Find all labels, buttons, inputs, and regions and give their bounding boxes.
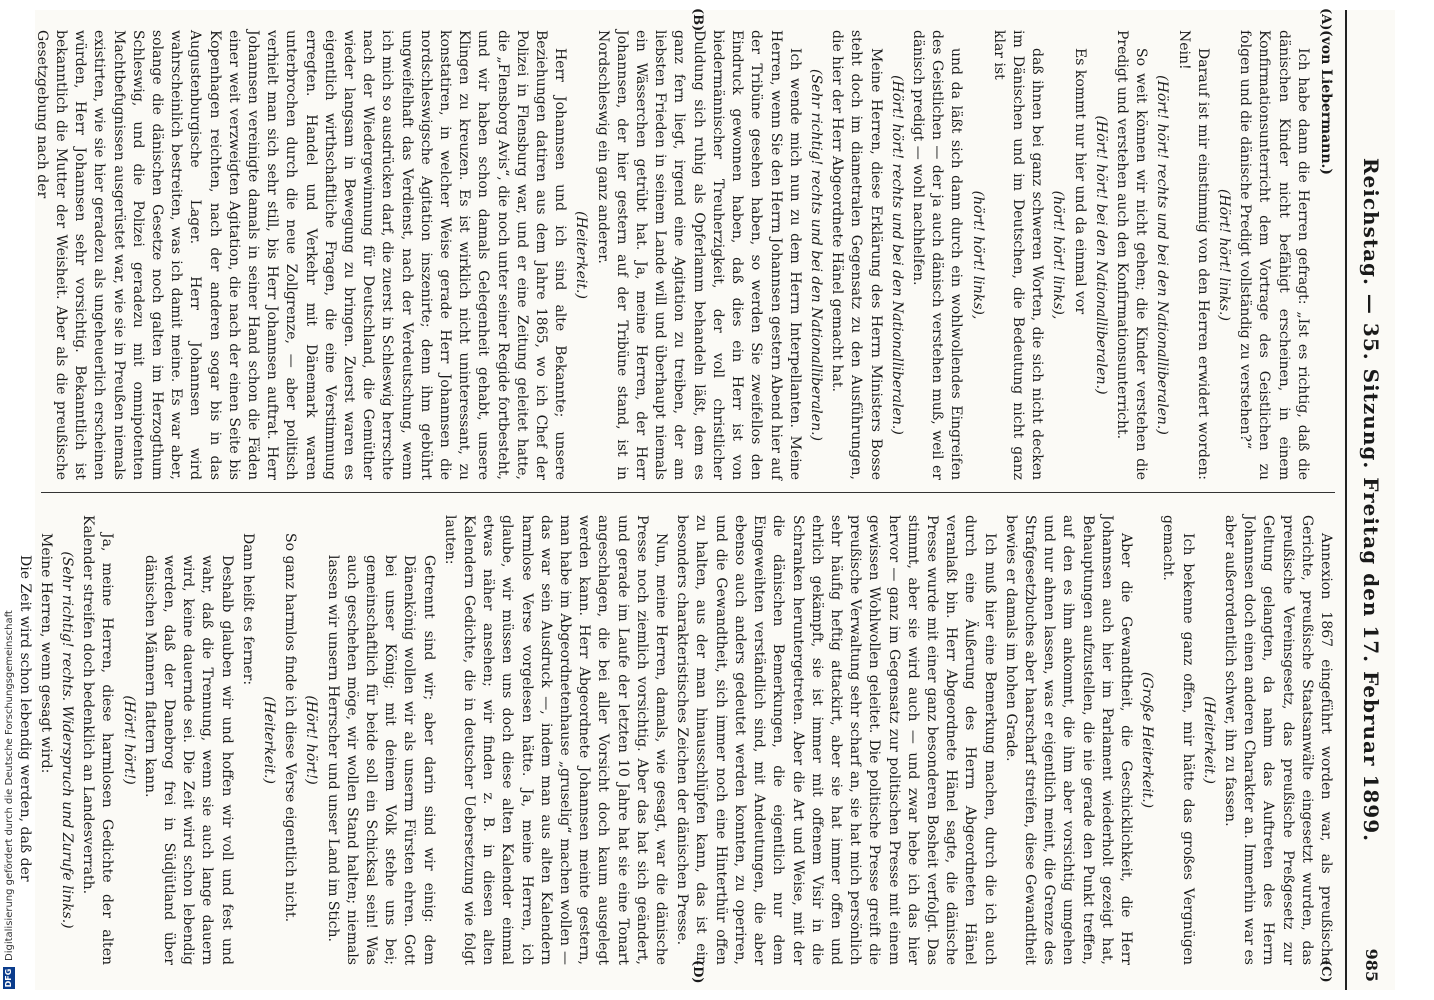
reaction: (Heiterkeit.) xyxy=(261,696,278,784)
paragraph: daß ihnen bei ganz schweren Worten, die sich nicht decken im Dänischen und im Deutschen, die Bedeutung nicht ganz klar ist xyxy=(990,30,1046,480)
left-column xyxy=(35,30,1335,480)
header-title: Reichstag. — 35. Sitzung. Freitag den 17. Februar 1899. xyxy=(1359,157,1383,843)
reaction: (Große Heiterkeit.) xyxy=(1139,671,1156,809)
paragraph: Aber die Gewandtheit, die Geschicklichkeit, die Herr Johannsen auch hier im Parlament wiederholt gezeigt hat, Behauptungen aufzustellen, die nie gerade den Punkt treffen, auf den es ihm ankommt, die ihm aber vorsichtig umgehen und nur ahnen lassen, was er eigentlich meint, die Grenze des Strafgesetzbuches aber haarscharf streifen, diese Gewandtheit bewies er damals im hohen Grade. xyxy=(1002,515,1134,965)
reaction: (hört! hört! links), xyxy=(1050,190,1067,320)
paragraph: Darauf ist mir einstimmig von den Herren erwidert worden: Nein! xyxy=(1175,30,1211,480)
paragraph: Herr Johannsen und ich sind alte Bekannte; unsere Beziehungen datiren aus dem Jahre 1865, wo ich Chef der Polizei in Flensburg war, und er eine Zeitung geleitet hatte, die „Flensborg Avis“, die noch unter seiner Regide fortbesteht, und wir haben schon damals Gelegenheit gehabt, unsere Klingen zu kreuzen. Es ist wirklich nicht uninteressant, zu konstatiren, in welcher Weise gerade Herr Johannsen die nordschleswigsche Agitation inszenirte; denn ihm gebührt ungweifelhaft das Verdienst, nach der Verdeutschung, wenn ich mich so ausdrücken darf, die zuerst in Schleswig herrschte nach der Wiedergewinnung für Deutschland, die Gemüther wieder langsam in Bewegung zu bringen. Zuerst waren es eigentlich wirthschaftliche Fragen, die eine Verstimmung erregten. Handel und Verkehr mit Dänemark waren unterbrochen durch die neue Zollgrenze, — aber politisch verhielt man sich sehr still, bis Herr Johannsen auftrat. Herr Johannsen vereinigte damals in seiner Hand schon die Fäden einer weit verzweigten Agitation, die nach der einen Seite bis Kopenhagen reichten, nach der anderen sogar bis in das Augustenburgische Lager. Herr Johannsen wird wahrscheinlich bestreiten, was ich damit meine. Es war aber, solange die dänischen Gesetze noch galten im Herzogthum Schleswig, und die Polizei geradezu mit omnipotenten Machtbefugnissen ausgerüstet war, wie sie in Preußen niemals existirten, wie sie hier geradezu als ungeheuerlich erscheinen würden, Herr Johannsen sehr vorsichtig. Bekanntlich ist bekanntlich die Mutter der Weisheit. Aber als die preußische Gesetzgebung nach der xyxy=(33,30,569,480)
verse: Getrennt sind wir; aber darin sind wir einig: dem Dänenkönig wollen wir als unserm Fürsten ehren. Gott bei unser König; mit deinem Volk stehe uns bei; gemeinschaftlich für beide soll ein Schicksal sein! Was auch geschehen möge, wir wollen Stand halten; niemals lassen wir unsern Herrscher und unser Land im Stich. xyxy=(324,555,437,965)
speaker-name: (von Liebermann.) xyxy=(1318,30,1334,176)
paragraph: Annexion 1867 eingeführt worden war, als preußische Gerichte, preußische Staatsanwälte eingesetzt wurden, das preußische Vereinsgesetz, das preußische Preßgesetz zur Geltung gelangten, da nahm das Auftreten des Herrn Johannsen doch einen anderen Charakter an. Immerhin war es aber außerordentlich schwer, ihn zu fassen. xyxy=(1221,515,1334,965)
paragraph: Meine Herren, wenn gesagt wird: xyxy=(37,533,54,774)
footer-text-wrap xyxy=(2,9,16,989)
paragraph: Ich habe dann die Herren gefragt: „Ist es richtig, daß die dänischen Kinder nicht befähigt erscheinen, in einem Konfirmationsunterricht dem Vortrage des Geistlichen zu folgen und die dänische Predigt vollständig zu verstehen?“ xyxy=(1237,30,1311,480)
reaction: (Hört! hört! rechts und bei den Nationalliberalen.) xyxy=(888,75,905,435)
paragraph: So ganz harmlos finde ich diese Verse eigentlich nicht. xyxy=(282,533,299,923)
paragraph: Nun, meine Herren, damals, wie gesagt, war die dänische Presse noch ziemlich vorsichtig. Aber das hat sich geändert, und gerade im Laufe der letzten 10 Jahre hat sie eine Tonart angeschlagen, die bei aller Vorsicht doch kaum ausgelegt werden kann. Herr Abgeordnete Johannsen meinte gestern, man habe im Abgeordnetenhause „gruselig“ machen wollen — das war sein Ausdruck —, indem man aus alten Kalendern harmlose Verse vorgelesen hätte. Ja, meine Herren, ich glaube, wir müssen uns doch diese alten Kalender einmal etwas näher ansehen; wir finden z. B. in diesen alten Kalendern Gedichte, die in deutscher Uebersetzung wie folgt lauten: xyxy=(441,515,670,965)
margin-marker-d: (D) xyxy=(690,960,705,984)
footer-text: Digitalisierung gefördert durch die Deutsche Forschungsgemeinschaft xyxy=(3,610,15,961)
paragraph: Es kommt nur hier und da einmal vor xyxy=(1071,48,1088,315)
reaction: (Hört! hört!) xyxy=(303,695,320,785)
footer-credit xyxy=(2,4,16,994)
paragraph: Ich bekenne ganz offen, mir hätte das großes Vergnügen gemacht. xyxy=(1160,515,1196,965)
paragraph: Ja, meine Herren, diese harmlosen Gedichte der alten Kalender streifen doch bedenklich an Landesverrath. xyxy=(80,515,116,965)
paragraph: Dann heißt es ferner: xyxy=(239,533,256,686)
dfg-logo: DFG xyxy=(4,968,13,988)
verse: Die Zeit wird schon lebendig werden, daß der xyxy=(16,555,33,882)
verse: Deshalb glauben wir und hoffen wir voll und fest und wahr, daß die Trennung, wenn sie auch lange dauern wird, keine dauernde sei. Die Zeit wird schon lebendig werden, daß der Danebrog frei in Südjütland über dänischen Männern flattern kann. xyxy=(141,555,235,965)
margin-marker-a: (A) xyxy=(1318,8,1333,31)
margin-marker-c: (C) xyxy=(1318,960,1333,983)
newspaper-page xyxy=(16,8,1395,990)
reaction: (Heiterkeit.) xyxy=(1200,696,1217,784)
paragraph: Meine Herren, diese Erklärung des Herrn Ministers Bosse steht doch im diametralen Gegensatz zu den Ausführungen, die hier der Herr Abgeordnete Hänel gemacht hat. xyxy=(829,30,884,480)
paragraph: und da läßt sich dann durch ein wohlwollendes Eingreifen des Geistlichen — der ja auch dänisch verstehen muß, weil er dänisch predigt — wohl nachhelfen. xyxy=(909,30,965,480)
reaction: (Hört! hört! links.) xyxy=(1215,189,1232,321)
reaction: (Sehr richtig! rechts. Widerspruch und Zurufe links.) xyxy=(59,551,75,929)
reaction: (Hört! hört! bei den Nationalliberalen.) xyxy=(1092,115,1109,395)
page-number: 985 xyxy=(1362,948,1381,982)
reaction: (hört! hört! links), xyxy=(969,190,986,320)
reaction: (Sehr richtig! rechts und bei den Nationalliberalen.) xyxy=(807,69,824,441)
column-divider xyxy=(41,492,1335,493)
right-column xyxy=(16,515,1335,965)
page-header xyxy=(1345,10,1395,990)
margin-marker-b: (B) xyxy=(690,8,705,32)
reaction: (Hört! hört!) xyxy=(120,695,137,785)
paragraph: Ich muß hier eine Bemerkung machen, durch die ich auch durch eine Äußerung des Herrn Abgeordneten Hänel veranlaßt bin. Herr Abgeordnete Hänel sagte, die dänische Presse wurde mit einer ganz besonderen Bosheit verfolgt. Das stimmt, aber sie wird auch — und zwar hebe ich das hier hervor — ganz im Gegensatz zur politischen Presse mit einem gewissen Wohlwollen geleitet. Die politische Presse greift die preußische Verwaltung sehr scharf an, sie hat mich persönlich sehr häufig heftig attackirt, aber sie hat immer offen und ehrlich gekämpft, sie ist immer mit offenem Visir in die Schranken heruntergetreten. Aber die Art und Weise, mit der die dänischen Bemerkungen, die eigentlich nur dem Eingeweihten verständlich sind, mit Andeutungen, die aber ebenso auch anders gedeutet werden konnten, zu operiren, und die Gewandtheit, sich immer noch eine Hinterthür offen zu halten, aus der man hinausschlüpfen kann, das ist ein besonders charakteristisches Zeichen der dänischen Presse. xyxy=(674,515,998,965)
reaction: (Heiterkeit.) xyxy=(573,211,590,299)
paragraph: So weit können wir nicht gehen; die Kinder verstehen die Predigt und verstehen auch den Konfirmationsunterricht. xyxy=(1113,30,1150,480)
paragraph: Ich wende mich nun zu dem Herrn Interpellanten. Meine Herren, wenn Sie den Herrn Johannsen gestern Abend hier auf der Tribüne gesehen haben, so werden Sie zweifellos den Eindruck gewonnen haben, daß dies ein Herr ist von biedermännischer Treuherzigkeit, der voll christlicher Duldung sich ruhig als Opferlamm behandeln läßt, dem es ganz fern liegt, irgend eine Agitation zu treiben, der am liebsten Frieden in seinem Lande will und überhaupt niemals ein Wässerchen getrübt hat. Ja, meine Herren, der Herr Johannsen, der hier gestern auf der Tribüne stand, ist in Nordschleswig ein ganz anderer. xyxy=(594,30,803,480)
reaction: (Hört! hört! rechts und bei den Nationalliberalen.) xyxy=(1154,75,1171,435)
